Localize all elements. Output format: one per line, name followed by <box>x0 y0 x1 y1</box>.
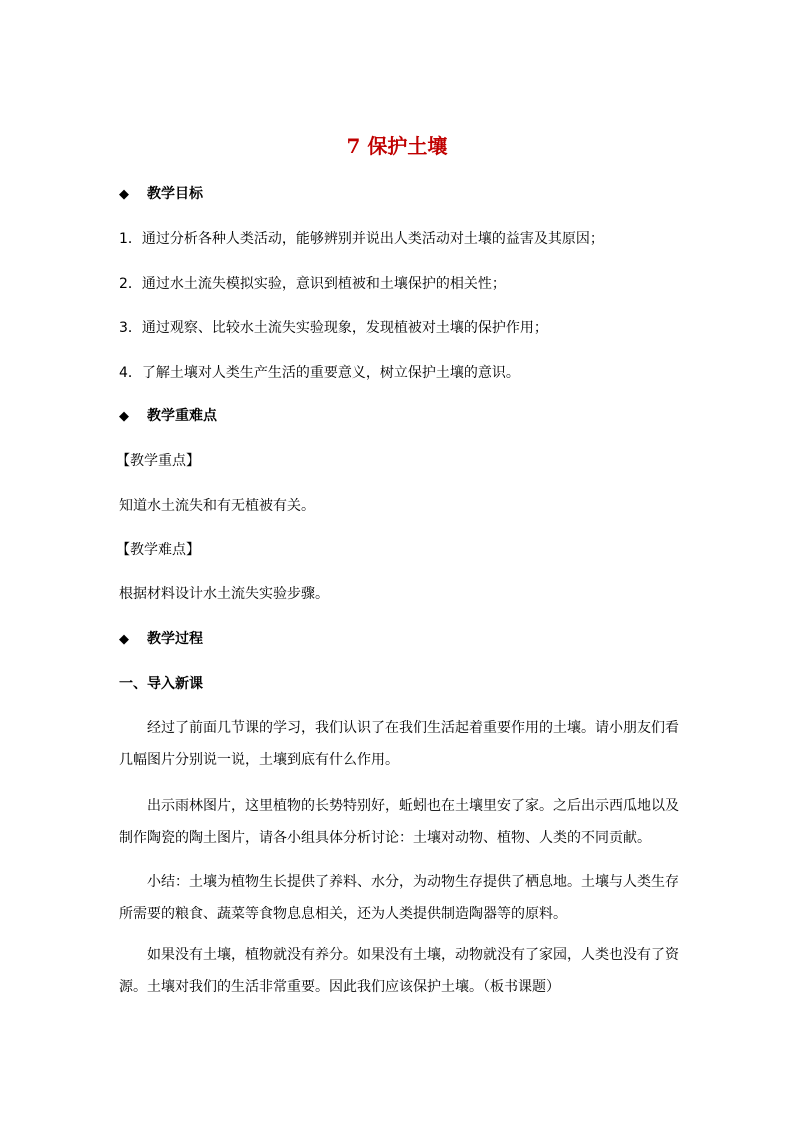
objective-item: 1．通过分析各种人类活动，能够辨别并说出人类活动对土壤的益害及其原因； <box>119 231 604 247</box>
objective-item: 2．通过水土流失模拟实验，意识到植被和土壤保护的相关性； <box>119 276 506 292</box>
objective-item: 4．了解土壤对人类生产生活的重要意义，树立保护土壤的意识。 <box>119 365 520 381</box>
process-paragraph: 如果没有土壤，植物就没有养分。如果没有土壤，动物就没有了家园，人类也没有了资源。土壤对我们的生活非常重要。因此我们应该保护土壤。（板书课题） <box>119 947 679 995</box>
objective-item: 3．通过观察、比较水土流失实验现象，发现植被对土壤的保护作用； <box>119 320 548 336</box>
key-points-heading-text: 教学重难点 <box>147 408 217 424</box>
difficult-point-text: 根据材料设计水土流失实验步骤。 <box>119 586 329 602</box>
process-heading-text: 教学过程 <box>147 631 203 647</box>
key-point-text: 知道水土流失和有无植被有关。 <box>119 498 315 514</box>
section-heading-key-points <box>119 406 217 427</box>
diamond-bullet-icon: ◆ <box>119 187 129 202</box>
document-title: 7 保护土壤 <box>346 134 448 158</box>
section-heading-objectives <box>119 184 203 205</box>
diamond-bullet-icon: ◆ <box>119 409 129 424</box>
process-paragraph: 小结：土壤为植物生长提供了养料、水分，为动物生存提供了栖息地。土壤与人类生存所需要的粮食、蔬菜等食物息息相关，还为人类提供制造陶器等的原料。 <box>119 874 679 922</box>
diamond-bullet-icon: ◆ <box>119 632 129 647</box>
key-point-label: 【教学重点】 <box>116 453 200 469</box>
process-subheading: 一、导入新课 <box>119 676 203 692</box>
section-heading-process <box>119 629 203 650</box>
process-paragraph: 经过了前面几节课的学习，我们认识了在我们生活起着重要作用的土壤。请小朋友们看几幅图片分别说一说，土壤到底有什么作用。 <box>119 720 679 768</box>
process-paragraph: 出示雨林图片，这里植物的长势特别好，蚯蚓也在土壤里安了家。之后出示西瓜地以及制作陶瓷的陶土图片，请各小组具体分析讨论：土壤对动物、植物、人类的不同贡献。 <box>119 798 679 846</box>
difficult-point-label: 【教学难点】 <box>116 542 200 558</box>
objectives-heading-text: 教学目标 <box>147 186 203 202</box>
